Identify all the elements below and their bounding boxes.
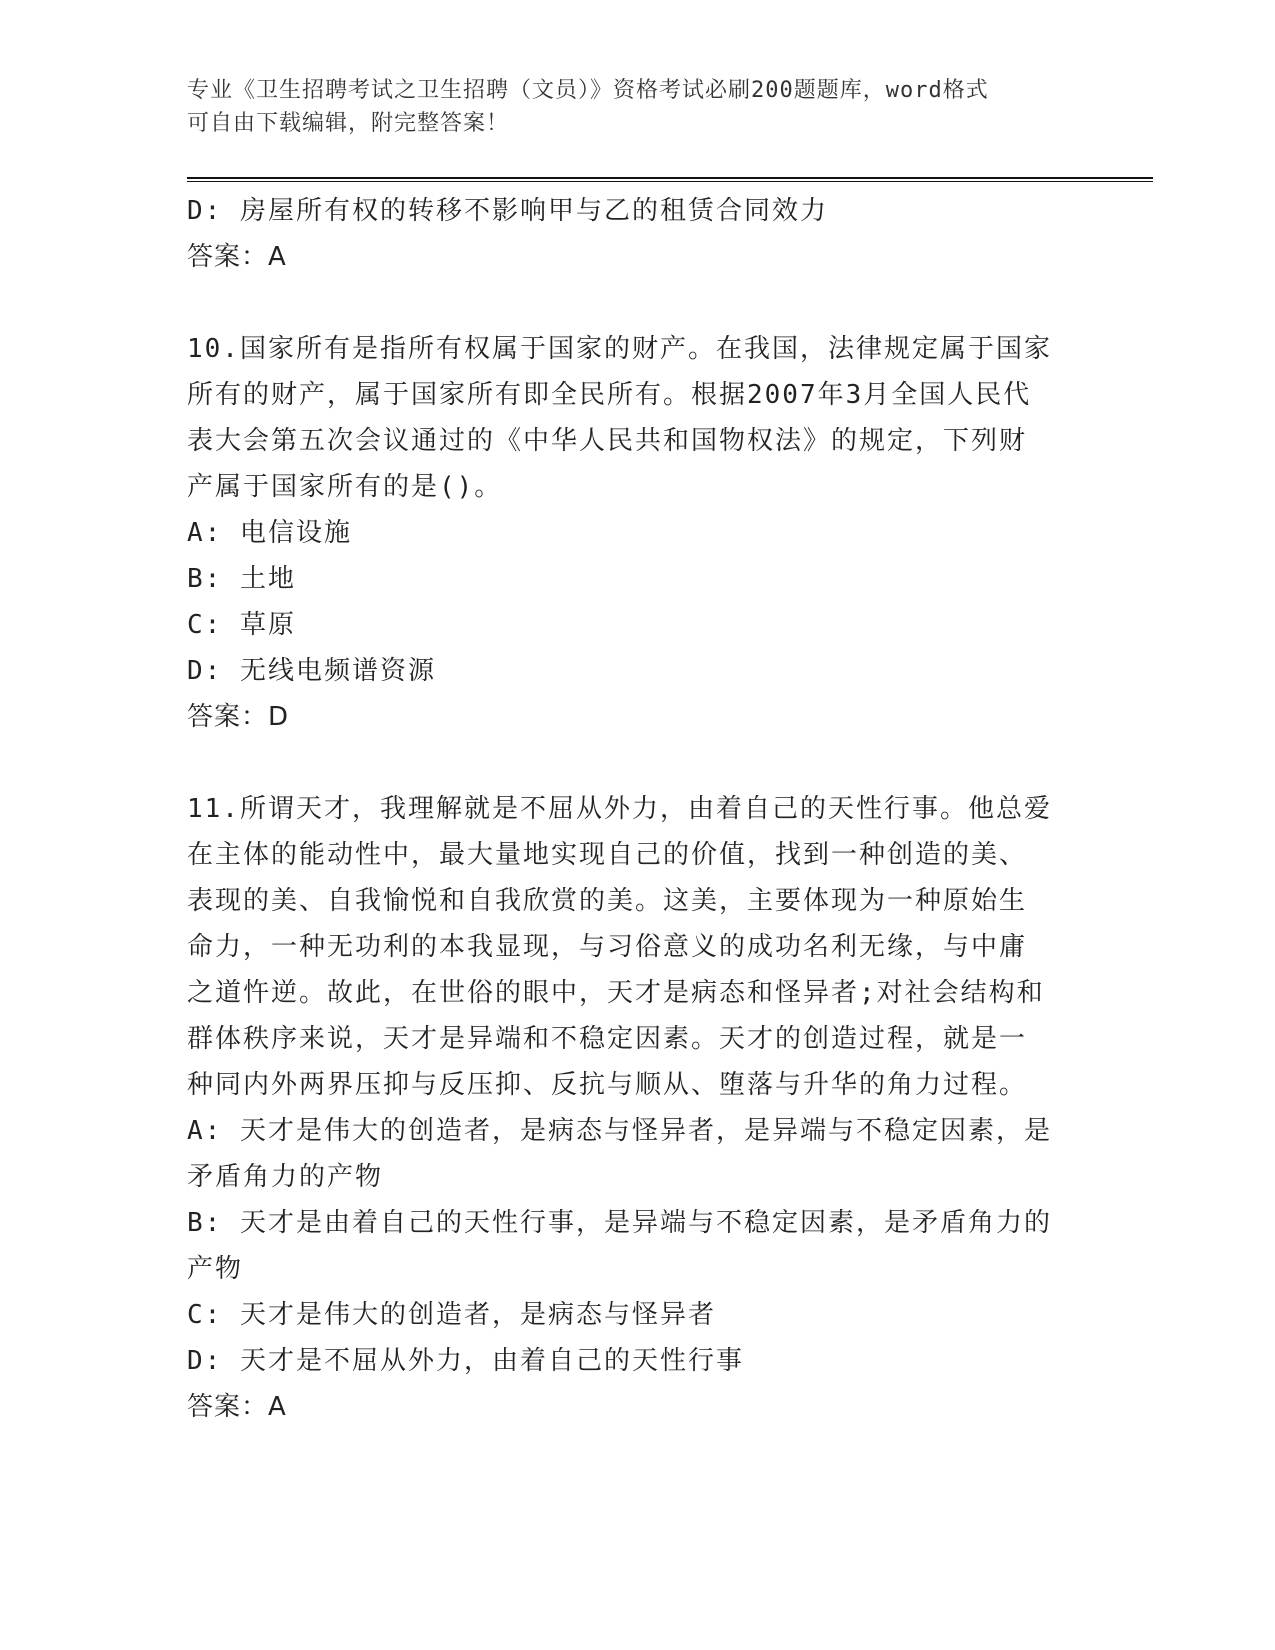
answer-line: 答案：A bbox=[187, 242, 287, 272]
question-stem-line: 之道忤逆。故此，在世俗的眼中，天才是病态和怪异者;对社会结构和 bbox=[187, 978, 1045, 1008]
question-10 bbox=[187, 326, 1087, 740]
option-a-continued: 矛盾角力的产物 bbox=[187, 1162, 384, 1192]
spacer bbox=[187, 740, 1087, 786]
question-stem-line: 表现的美、自我愉悦和自我欣赏的美。这美，主要体现为一种原始生 bbox=[187, 886, 1028, 916]
option-c: C: 草原 bbox=[187, 610, 296, 640]
question-stem-line: 种同内外两界压抑与反压抑、反抗与顺从、堕落与升华的角力过程。 bbox=[187, 1070, 1028, 1100]
option-d: D: 无线电频谱资源 bbox=[187, 656, 436, 686]
previous-question-tail bbox=[187, 188, 1087, 280]
question-stem-line: 11.所谓天才，我理解就是不屈从外力，由着自己的天性行事。他总爱 bbox=[187, 794, 1052, 824]
option-d: D: 房屋所有权的转移不影响甲与乙的租赁合同效力 bbox=[187, 196, 828, 226]
question-stem-line: 所有的财产，属于国家所有即全民所有。根据2007年3月全国人民代 bbox=[187, 380, 1032, 410]
option-a: A: 电信设施 bbox=[187, 518, 352, 548]
option-b-continued: 产物 bbox=[187, 1254, 244, 1284]
document-header bbox=[187, 74, 1067, 140]
document-body bbox=[187, 188, 1087, 1430]
question-stem-line: 在主体的能动性中，最大量地实现自己的价值，找到一种创造的美、 bbox=[187, 840, 1028, 870]
option-b: B: 天才是由着自己的天性行事，是异端与不稳定因素，是矛盾角力的 bbox=[187, 1208, 1052, 1238]
option-d: D: 天才是不屈从外力，由着自己的天性行事 bbox=[187, 1346, 744, 1376]
header-line-2: 可自由下载编辑，附完整答案！ bbox=[187, 111, 510, 136]
question-11 bbox=[187, 786, 1087, 1430]
header-line-1: 专业《卫生招聘考试之卫生招聘（文员）》资格考试必刷200题题库，word格式 bbox=[187, 78, 989, 103]
question-stem-line: 表大会第五次会议通过的《中华人民共和国物权法》的规定，下列财 bbox=[187, 426, 1028, 456]
spacer bbox=[187, 280, 1087, 326]
option-a: A: 天才是伟大的创造者，是病态与怪异者，是异端与不稳定因素，是 bbox=[187, 1116, 1052, 1146]
answer-line: 答案：D bbox=[187, 702, 290, 732]
header-divider bbox=[187, 177, 1153, 182]
question-stem-line: 命力，一种无功利的本我显现，与习俗意义的成功名利无缘，与中庸 bbox=[187, 932, 1028, 962]
option-c: C: 天才是伟大的创造者，是病态与怪异者 bbox=[187, 1300, 716, 1330]
question-stem-line: 群体秩序来说，天才是异端和不稳定因素。天才的创造过程，就是一 bbox=[187, 1024, 1028, 1054]
question-stem-line: 10.国家所有是指所有权属于国家的财产。在我国，法律规定属于国家 bbox=[187, 334, 1052, 364]
option-b: B: 土地 bbox=[187, 564, 296, 594]
answer-line: 答案：A bbox=[187, 1392, 287, 1422]
question-stem-line: 产属于国家所有的是()。 bbox=[187, 472, 503, 502]
